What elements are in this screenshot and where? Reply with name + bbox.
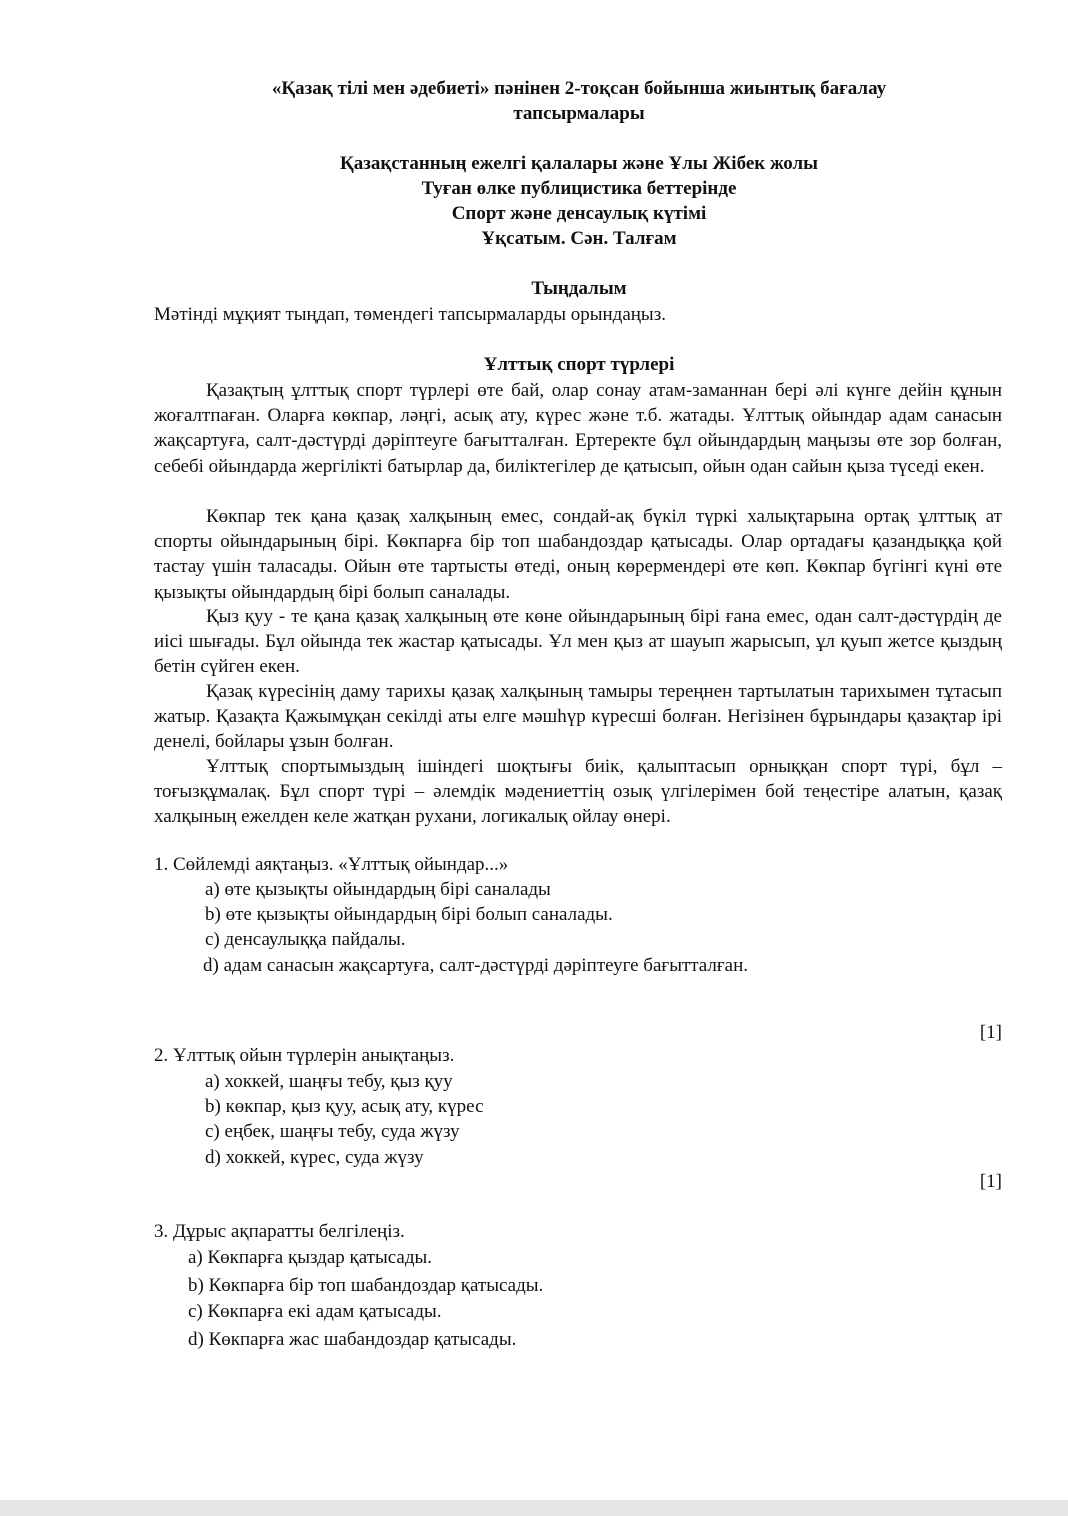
question-3-option-c: c) Көкпарға екі адам қатысады. — [188, 1301, 442, 1322]
question-2-option-c: c) еңбек, шаңғы тебу, суда жүзу — [205, 1121, 460, 1142]
document-title-line2: тапсырмалары — [513, 103, 645, 124]
question-2-mark: [1] — [979, 1171, 1002, 1192]
text-title: Ұлттық спорт түрлері — [483, 354, 675, 375]
section-title: Тыңдалым — [531, 278, 627, 299]
question-3-option-d: d) Көкпарға жас шабандоздар қатысады. — [188, 1329, 517, 1350]
question-1-mark: [1] — [979, 1022, 1002, 1043]
text-paragraph-3: Қыз қуу - те қана қазақ халқының өте көне ойындарының бірі ғана емес, одан салт-дәстүрдің де иісі шығады. Бұл ойында тек жастар қатысады. Ұл мен қыз ат шауып жарысып, ұл қуып жетсе қыздың бетін сүйген екен. — [154, 606, 1002, 678]
question-2-option-a: a) хоккей, шаңғы тебу, қыз қуу — [205, 1071, 453, 1092]
question-2-option-d: d) хоккей, күрес, суда жүзу — [205, 1147, 424, 1168]
topic-3: Спорт және денсаулық күтімі — [451, 203, 707, 224]
question-2-stem: 2. Ұлттық ойын түрлерін анықтаңыз. — [154, 1045, 455, 1066]
question-1-option-a: a) өте қызықты ойындардың бірі саналады — [205, 879, 551, 900]
text-paragraph-2: Көкпар тек қана қазақ халқының емес, сондай-ақ бүкіл түркі халықтарына ортақ ұлттық ат спорты ойындарының бірі. Көкпарға бір топ шабандоздар қатысады. Олар ортадағы қазандыққа қой тастау үшін таласады. Ойын өте тартысты өтеді, оның көрермендері өте көп. Көкпар бүгінгі күні өте қызықты ойындардың бірі болып саналады. — [154, 506, 1002, 603]
text-paragraph-1: Қазақтың ұлттық спорт түрлері өте бай, олар сонау атам-заманнан бері әлі күнге дейін құнын жоғалтпаған. Оларға көкпар, ләңгі, асық ату, күрес және т.б. жатады. Ұлттық ойындар адам санасын жақсартуға, салт-дәстүрді дәріптеуге бағытталған. Ертеректе бұл ойындардың маңызы өте зор болған, себебі ойындарда жергілікті батырлар да, биліктегілер де қатысып, ойын одан сайын қыза түседі екен. — [154, 380, 1002, 477]
question-3-option-a: a) Көкпарға қыздар қатысады. — [188, 1247, 433, 1268]
page-bottom-edge — [0, 1500, 1068, 1516]
topic-1: Қазақстанның ежелгі қалалары және Ұлы Жібек жолы — [339, 153, 819, 174]
question-3-option-b: b) Көкпарға бір топ шабандоздар қатысады. — [188, 1275, 544, 1296]
question-1-option-d: d) адам санасын жақсартуға, салт-дәстүрді дәріптеуге бағытталған. — [203, 955, 749, 976]
question-1-option-c: c) денсаулыққа пайдалы. — [205, 929, 406, 950]
text-paragraph-4: Қазақ күресінің даму тарихы қазақ халқының тамыры тереңнен тартылатын тарихымен тұтасып жатыр. Қазақта Қажымұқан секілді аты елге мәшһүр күресші болған. Негізінен бұрындары қазақтар ірі денелі, бойлары ұзын болған. — [154, 681, 1002, 753]
question-2-option-b: b) көкпар, қыз қуу, асық ату, күрес — [205, 1096, 484, 1117]
text-paragraph-5: Ұлттық спортымыздың ішіндегі шоқтығы биік, қалыптасып орныққан спорт түрі, бұл – тоғызқұмалақ. Бұл спорт түрі – әлемдік мәдениеттің озық үлгілерімен бой теңестіре алатын, қазақ халқының ежелден келе жатқан рухани, логикалық ойлау өнері. — [154, 756, 1002, 828]
question-3-stem: 3. Дұрыс ақпаратты белгілеңіз. — [154, 1221, 405, 1242]
question-1-option-b: b) өте қызықты ойындардың бірі болып саналады. — [205, 904, 613, 925]
topic-4: Ұқсатым. Сән. Талғам — [481, 228, 677, 249]
question-1-stem: 1. Сөйлемді аяқтаңыз. «Ұлттық ойындар...» — [154, 854, 509, 875]
document-title-line1: «Қазақ тілі мен әдебиеті» пәнінен 2-тоқсан бойынша жиынтық бағалау — [271, 78, 887, 99]
topic-2: Туған өлке публицистика беттерінде — [421, 178, 737, 199]
section-instruction: Мәтінді мұқият тыңдап, төмендегі тапсырмаларды орындаңыз. — [154, 304, 666, 325]
